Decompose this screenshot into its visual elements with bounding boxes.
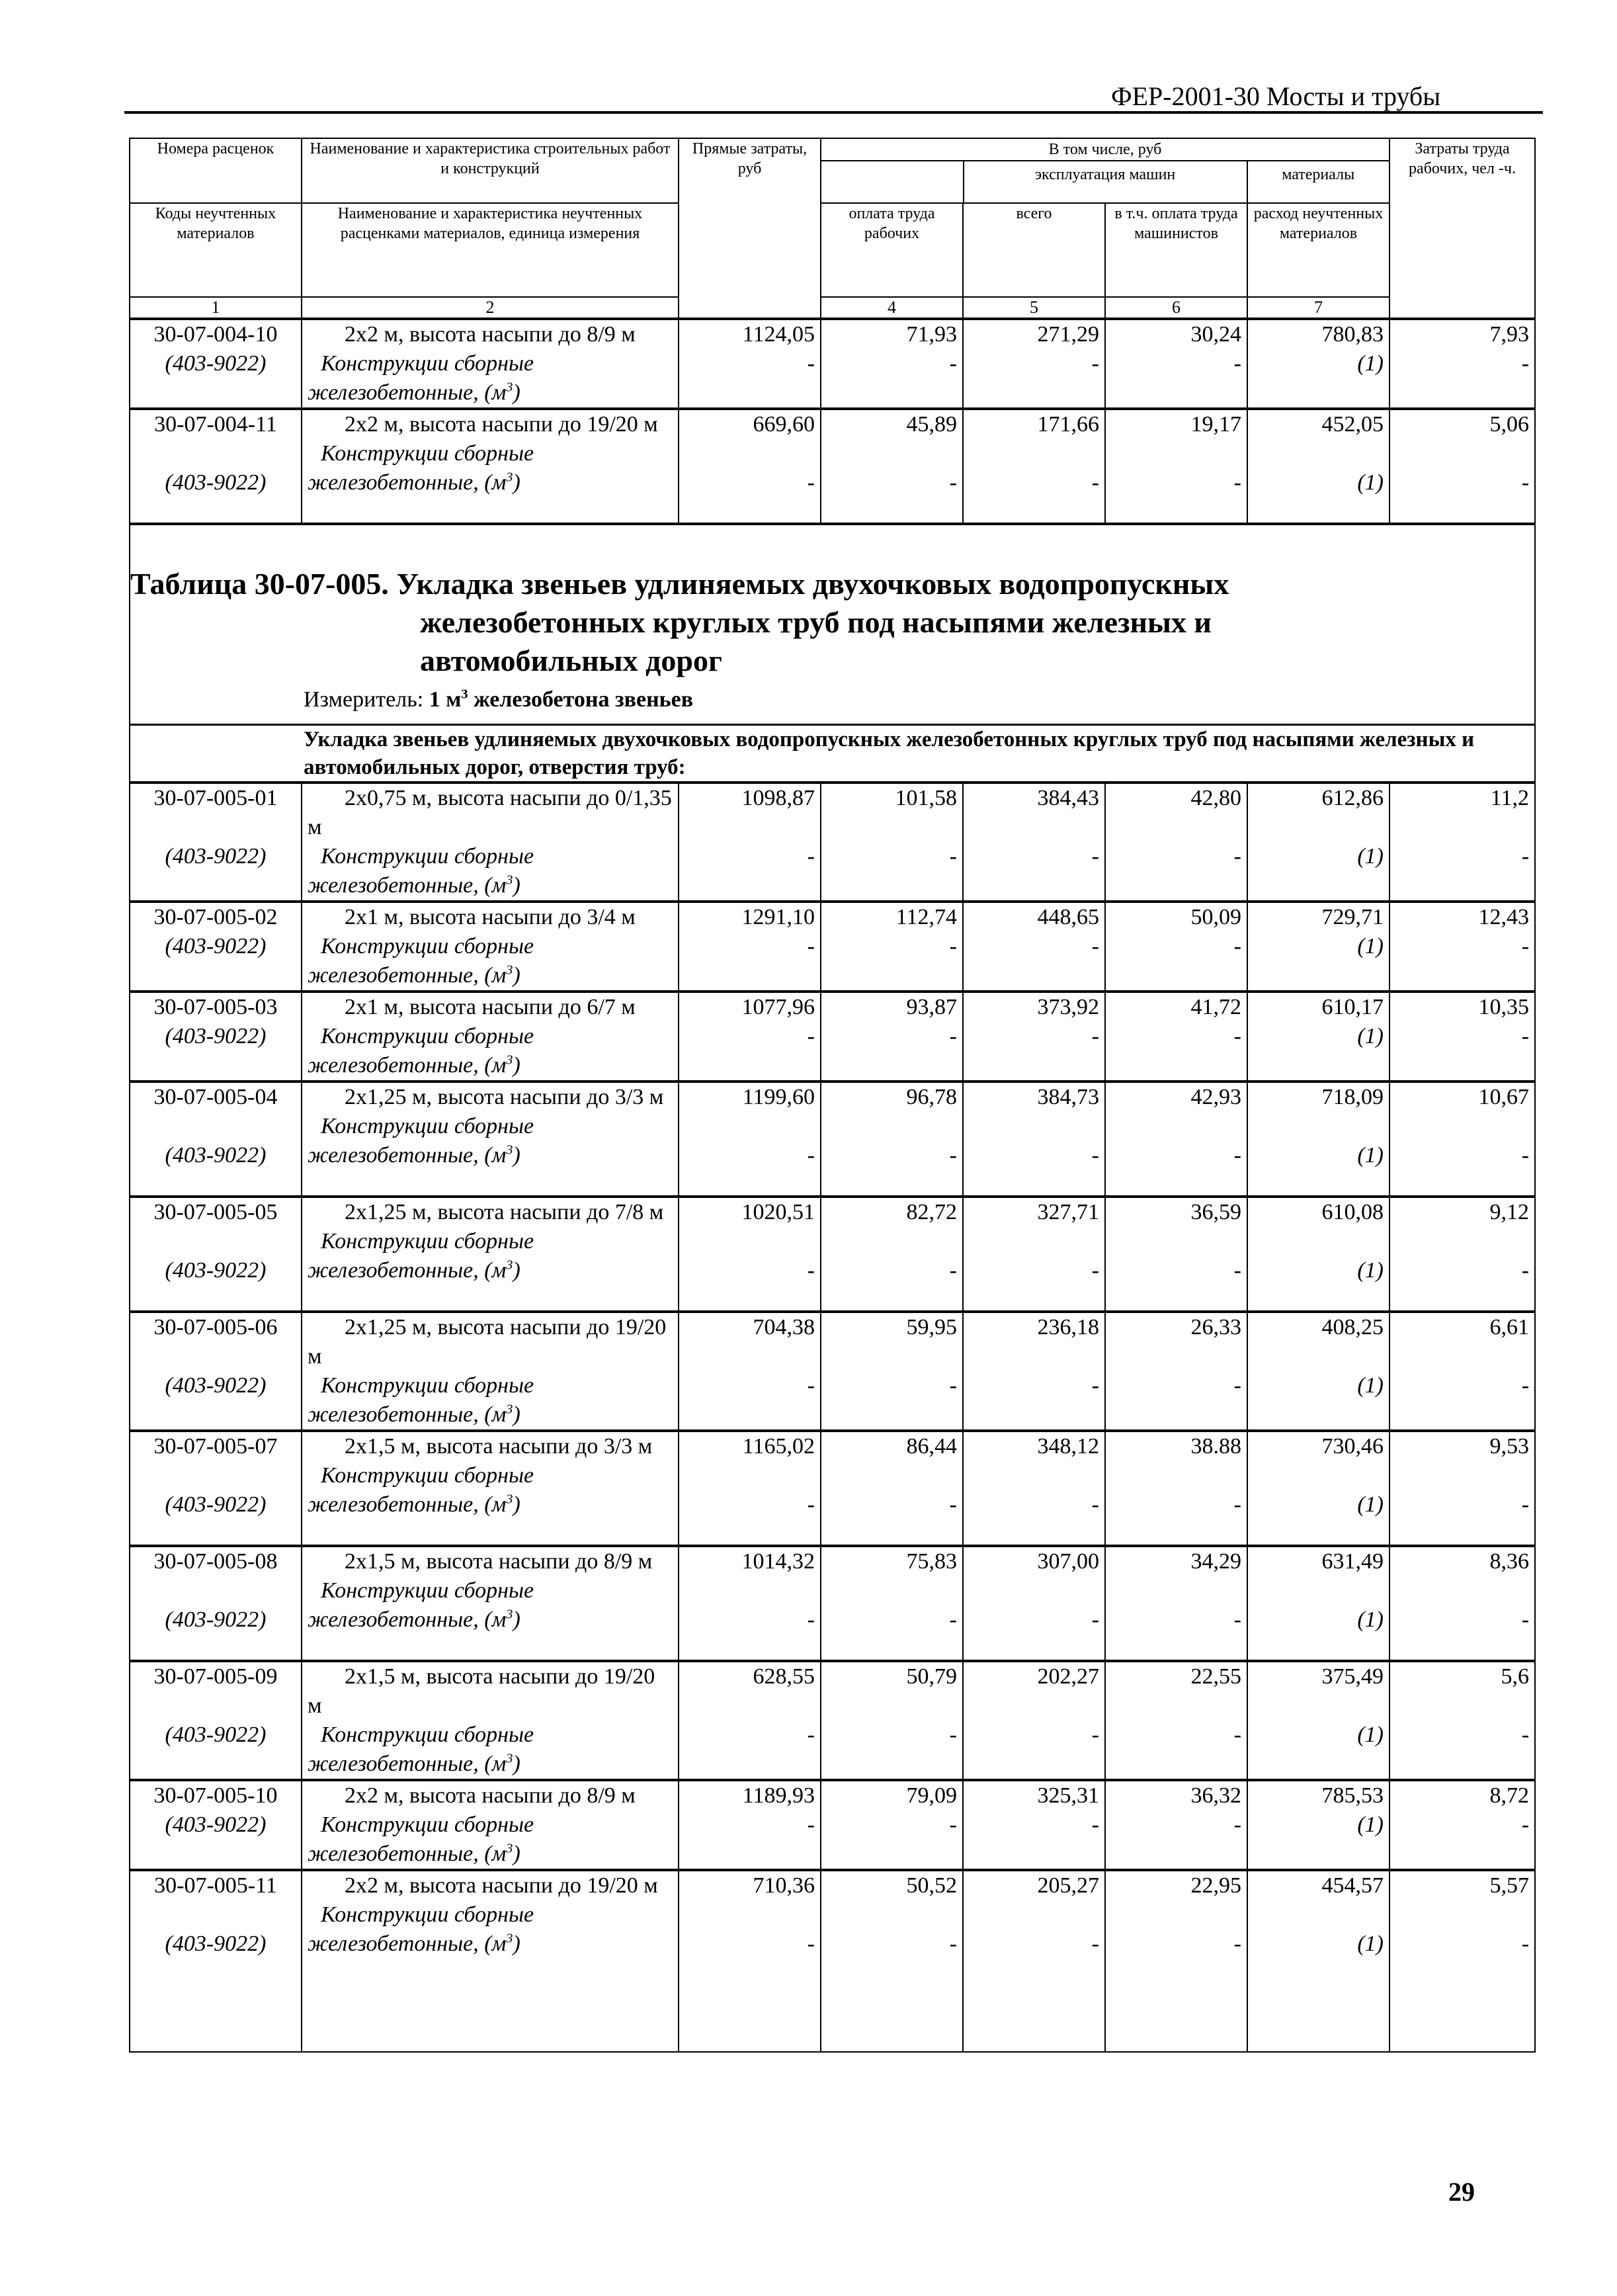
labor-cost-cell: 112,74 -	[821, 902, 963, 992]
labor-hours-cell: 8,36 -	[1389, 1546, 1535, 1661]
work-name-cell	[302, 1082, 679, 1197]
header-col4: оплата труда рабочих	[821, 203, 963, 297]
material-code: (403-9022)	[165, 1607, 267, 1632]
rate-code-cell	[130, 1546, 302, 1661]
machinists-cell: 30,24 -	[1105, 319, 1247, 409]
work-name-cell	[302, 1197, 679, 1312]
labor-cost-cell: 50,79 -	[821, 1661, 963, 1780]
labor-cost-cell: 50,52 -	[821, 1870, 963, 2052]
colnum-4: 4	[821, 297, 963, 319]
page-number: 29	[1448, 2177, 1475, 2207]
material-name: Конструкции сборные железобетонные, $(м^3)$	[308, 1373, 534, 1427]
rate-code: 30-07-005-10	[153, 1783, 278, 1808]
material-code: (403-9022)	[165, 1258, 267, 1283]
rate-code-cell	[130, 1780, 302, 1870]
labor-hours-cell: 9,12 -	[1389, 1197, 1535, 1312]
rate-code-cell	[130, 783, 302, 902]
rate-code-cell	[130, 992, 302, 1082]
table-row	[130, 409, 1535, 524]
labor-hours-cell: 8,72 -	[1389, 1780, 1535, 1870]
work-name: 2х1,25 м, высота насыпи до 19/20 м	[308, 1315, 667, 1369]
work-name: 2х1,25 м, высота насыпи до 3/3 м	[345, 1085, 664, 1109]
materials-cell: 729,71 (1)	[1247, 902, 1389, 992]
machinists-cell: 42,93 -	[1105, 1082, 1247, 1197]
header-col7: расход неучтенных материалов	[1247, 203, 1389, 297]
labor-cost-cell: 93,87 -	[821, 992, 963, 1082]
table-title: Таблица 30-07-005. Укладка звеньев удлиняемых двухочковых водопропускных железобетонных круглых труб под насыпями железных и автомобильных дорог	[130, 567, 1229, 677]
machinists-cell: 22,55 -	[1105, 1661, 1247, 1780]
section-heading: Укладка звеньев удлиняемых двухочковых водопропускных железобетонных круглых труб под насыпями железных и автомобильных дорог, отверстия труб:	[130, 725, 1535, 783]
machinists-cell: 22,95 -	[1105, 1870, 1247, 2052]
materials-cell: 452,05 (1)	[1247, 409, 1389, 524]
material-name: Конструкции сборные железобетонные, $(м^3)$	[308, 844, 534, 898]
labor-hours-cell: 10,67 -	[1389, 1082, 1535, 1197]
labor-hours-cell: 5,6 -	[1389, 1661, 1535, 1780]
material-code: (403-9022)	[165, 351, 267, 376]
machines-total-cell: 271,29 -	[963, 319, 1105, 409]
rate-code: 30-07-005-06	[153, 1315, 278, 1339]
work-name-cell	[302, 783, 679, 902]
material-name: Конструкции сборные железобетонные, $(м^3)$	[308, 1578, 534, 1632]
materials-cell: 631,49 (1)	[1247, 1546, 1389, 1661]
machinists-cell: 50,09 -	[1105, 902, 1247, 992]
rate-code: 30-07-005-08	[153, 1549, 278, 1574]
direct-cost-cell: 669,60 -	[679, 409, 821, 524]
colnum-7: 7	[1247, 297, 1389, 319]
rate-code-cell	[130, 1312, 302, 1431]
colnum-5: 5	[963, 297, 1105, 319]
material-code: (403-9022)	[165, 934, 267, 958]
table-row	[130, 783, 1535, 902]
table-row	[130, 1780, 1535, 1870]
direct-cost-cell: 1020,51 -	[679, 1197, 821, 1312]
machines-total-cell: 325,31 -	[963, 1780, 1105, 1870]
machinists-cell: 41,72 -	[1105, 992, 1247, 1082]
materials-cell: 780,83 (1)	[1247, 319, 1389, 409]
rate-code: 30-07-004-11	[154, 412, 277, 437]
rates-table	[129, 138, 1536, 2053]
machines-total-cell: 202,27 -	[963, 1661, 1105, 1780]
header-col2-top: Наименование и характеристика строительных работ и конструкций	[302, 138, 679, 203]
rate-code: 30-07-005-04	[153, 1085, 278, 1109]
table-row	[130, 1082, 1535, 1197]
materials-cell: 408,25 (1)	[1247, 1312, 1389, 1431]
table-row	[130, 902, 1535, 992]
work-name-cell	[302, 409, 679, 524]
material-code: (403-9022)	[165, 1143, 267, 1168]
machines-total-cell: 236,18 -	[963, 1312, 1105, 1431]
rate-code-cell	[130, 1870, 302, 2052]
material-code: (403-9022)	[165, 470, 267, 495]
table-row	[130, 1546, 1535, 1661]
header-col6: в т.ч. оплата труда машинистов	[1105, 203, 1247, 297]
labor-hours-cell: 10,35 -	[1389, 992, 1535, 1082]
machines-total-cell: 448,65 -	[963, 902, 1105, 992]
header-group-machines: эксплуатация машин	[964, 161, 1248, 202]
work-name: 2х0,75 м, высота насыпи до 0/1,35 м	[308, 786, 672, 839]
rate-code: 30-07-005-11	[154, 1873, 277, 1898]
rate-code: 30-07-005-02	[153, 905, 278, 929]
machines-total-cell: 171,66 -	[963, 409, 1105, 524]
material-code: (403-9022)	[165, 1722, 267, 1747]
table-row	[130, 1661, 1535, 1780]
rate-code-cell	[130, 902, 302, 992]
labor-cost-cell: 45,89 -	[821, 409, 963, 524]
section-heading-row	[130, 725, 1535, 783]
material-name: Конструкции сборные железобетонные, $(м^3)$	[308, 1024, 534, 1078]
labor-hours-cell: 6,61 -	[1389, 1312, 1535, 1431]
work-name: 2х1,5 м, высота насыпи до 8/9 м	[345, 1549, 653, 1574]
work-name-cell	[302, 992, 679, 1082]
rate-code-cell	[130, 409, 302, 524]
materials-cell: 718,09 (1)	[1247, 1082, 1389, 1197]
colnum-6: 6	[1105, 297, 1247, 319]
work-name: 2х2 м, высота насыпи до 19/20 м	[345, 412, 658, 437]
table-row	[130, 992, 1535, 1082]
work-name-cell	[302, 902, 679, 992]
rate-code: 30-07-004-10	[153, 322, 278, 347]
colnum-2: 2	[302, 297, 679, 319]
header-col5: всего	[963, 203, 1105, 297]
header-col1-bottom: Коды неучтенных материалов	[130, 203, 302, 297]
table-row	[130, 1870, 1535, 2052]
material-name: Конструкции сборные железобетонные, $(м^3)$	[308, 441, 534, 495]
labor-cost-cell: 82,72 -	[821, 1197, 963, 1312]
rate-code: 30-07-005-03	[153, 995, 278, 1019]
direct-cost-cell: 1165,02 -	[679, 1431, 821, 1546]
header-group-including: В том числе, руб эксплуатация машин материалы	[821, 138, 1389, 203]
work-name-cell	[302, 1870, 679, 2052]
material-name: Конструкции сборные железобетонные, $(м^3)$	[308, 1722, 534, 1776]
machinists-cell: 26,33 -	[1105, 1312, 1247, 1431]
materials-cell: 612,86 (1)	[1247, 783, 1389, 902]
table-row	[130, 1431, 1535, 1546]
direct-cost-cell: 1189,93 -	[679, 1780, 821, 1870]
machinists-cell: 19,17 -	[1105, 409, 1247, 524]
material-code: (403-9022)	[165, 1932, 267, 1956]
direct-cost-cell: 710,36 -	[679, 1870, 821, 2052]
machinists-cell: 36,32 -	[1105, 1780, 1247, 1870]
work-name: 2х1 м, высота насыпи до 6/7 м	[345, 995, 636, 1019]
rate-code-cell	[130, 1082, 302, 1197]
material-name: Конструкции сборные железобетонные, $(м^3)$	[308, 1229, 534, 1283]
direct-cost-cell: 1098,87 -	[679, 783, 821, 902]
header-col8: Затраты труда рабочих, чел -ч.	[1389, 138, 1535, 319]
labor-hours-cell: 7,93 -	[1389, 319, 1535, 409]
materials-cell: 375,49 (1)	[1247, 1661, 1389, 1780]
material-name: Конструкции сборные железобетонные, $(м^3)$	[308, 351, 534, 405]
work-name-cell	[302, 1546, 679, 1661]
direct-cost-cell: 628,55 -	[679, 1661, 821, 1780]
direct-cost-cell: 1014,32 -	[679, 1546, 821, 1661]
machines-total-cell: 205,27 -	[963, 1870, 1105, 2052]
machinists-cell: 42,80 -	[1105, 783, 1247, 902]
labor-cost-cell: 79,09 -	[821, 1780, 963, 1870]
labor-cost-cell: 86,44 -	[821, 1431, 963, 1546]
work-name: 2х2 м, высота насыпи до 8/9 м	[345, 322, 636, 347]
work-name: 2х2 м, высота насыпи до 19/20 м	[345, 1873, 658, 1898]
labor-hours-cell: 9,53 -	[1389, 1431, 1535, 1546]
work-name: 2х1,25 м, высота насыпи до 7/8 м	[345, 1200, 664, 1224]
labor-hours-cell: 5,57 -	[1389, 1870, 1535, 2052]
rate-code: 30-07-005-07	[153, 1434, 278, 1459]
material-name: Конструкции сборные железобетонные, $(м^3)$	[308, 1902, 534, 1956]
machines-total-cell: 384,43 -	[963, 783, 1105, 902]
materials-cell: 610,08 (1)	[1247, 1197, 1389, 1312]
machinists-cell: 36,59 -	[1105, 1197, 1247, 1312]
machinists-cell: 38.88 -	[1105, 1431, 1247, 1546]
header-col1-top: Номера расценок	[130, 138, 302, 203]
machinists-cell: 34,29 -	[1105, 1546, 1247, 1661]
materials-cell: 610,17 (1)	[1247, 992, 1389, 1082]
header-col3: Прямые затраты, руб	[679, 138, 821, 319]
materials-cell: 785,53 (1)	[1247, 1780, 1389, 1870]
rate-code: 30-07-005-01	[153, 786, 278, 810]
labor-hours-cell: 11,2 -	[1389, 783, 1535, 902]
labor-cost-cell: 96,78 -	[821, 1082, 963, 1197]
direct-cost-cell: 1199,60 -	[679, 1082, 821, 1197]
machines-total-cell: 384,73 -	[963, 1082, 1105, 1197]
labor-hours-cell: 5,06 -	[1389, 409, 1535, 524]
work-name-cell	[302, 1312, 679, 1431]
materials-cell: 454,57 (1)	[1247, 1870, 1389, 2052]
material-name: Конструкции сборные железобетонные, $(м^3)$	[308, 1812, 534, 1866]
running-header: ФЕР-2001-30 Мосты и трубы	[1111, 81, 1441, 111]
machines-total-cell: 348,12 -	[963, 1431, 1105, 1546]
header-rule	[124, 111, 1543, 114]
labor-hours-cell: 12,43 -	[1389, 902, 1535, 992]
work-name: 2х2 м, высота насыпи до 8/9 м	[345, 1783, 636, 1808]
table-row	[130, 1197, 1535, 1312]
rate-code-cell	[130, 1431, 302, 1546]
labor-cost-cell: 75,83 -	[821, 1546, 963, 1661]
measure-unit: Измеритель: 1 $м^3$ железобетона звеньев	[304, 687, 694, 712]
rate-code-cell	[130, 319, 302, 409]
material-name: Конструкции сборные железобетонные, $(м^3)$	[308, 934, 534, 988]
header-group-materials: материалы	[1282, 166, 1355, 183]
direct-cost-cell: 1124,05 -	[679, 319, 821, 409]
table-title-row	[130, 524, 1535, 725]
rate-code-cell	[130, 1661, 302, 1780]
materials-cell: 730,46 (1)	[1247, 1431, 1389, 1546]
material-name: Конструкции сборные железобетонные, $(м^3)$	[308, 1114, 534, 1168]
material-code: (403-9022)	[165, 1812, 267, 1837]
colnum-1: 1	[130, 297, 302, 319]
material-name: Конструкции сборные железобетонные, $(м^3)$	[308, 1463, 534, 1517]
work-name-cell	[302, 1431, 679, 1546]
material-code: (403-9022)	[165, 1373, 267, 1398]
direct-cost-cell: 704,38 -	[679, 1312, 821, 1431]
work-name: 2х1,5 м, высота насыпи до 3/3 м	[345, 1434, 653, 1459]
rate-code-cell	[130, 1197, 302, 1312]
material-code: (403-9022)	[165, 1024, 267, 1048]
material-code: (403-9022)	[165, 1492, 267, 1517]
header-col2-bottom: Наименование и характеристика неучтенных расценками материалов, единица измерения	[302, 203, 679, 297]
rate-code: 30-07-005-09	[153, 1664, 278, 1689]
work-name-cell	[302, 1780, 679, 1870]
direct-cost-cell: 1077,96 -	[679, 992, 821, 1082]
machines-total-cell: 327,71 -	[963, 1197, 1105, 1312]
machines-total-cell: 373,92 -	[963, 992, 1105, 1082]
work-name: 2х1,5 м, высота насыпи до 19/20 м	[308, 1664, 655, 1718]
table-row	[130, 319, 1535, 409]
work-name: 2х1 м, высота насыпи до 3/4 м	[345, 905, 636, 929]
work-name-cell	[302, 319, 679, 409]
labor-cost-cell: 101,58 -	[821, 783, 963, 902]
material-code: (403-9022)	[165, 844, 267, 869]
work-name-cell	[302, 1661, 679, 1780]
machines-total-cell: 307,00 -	[963, 1546, 1105, 1661]
direct-cost-cell: 1291,10 -	[679, 902, 821, 992]
table-row	[130, 1312, 1535, 1431]
labor-cost-cell: 59,95 -	[821, 1312, 963, 1431]
labor-cost-cell: 71,93 -	[821, 319, 963, 409]
rate-code: 30-07-005-05	[153, 1200, 278, 1224]
